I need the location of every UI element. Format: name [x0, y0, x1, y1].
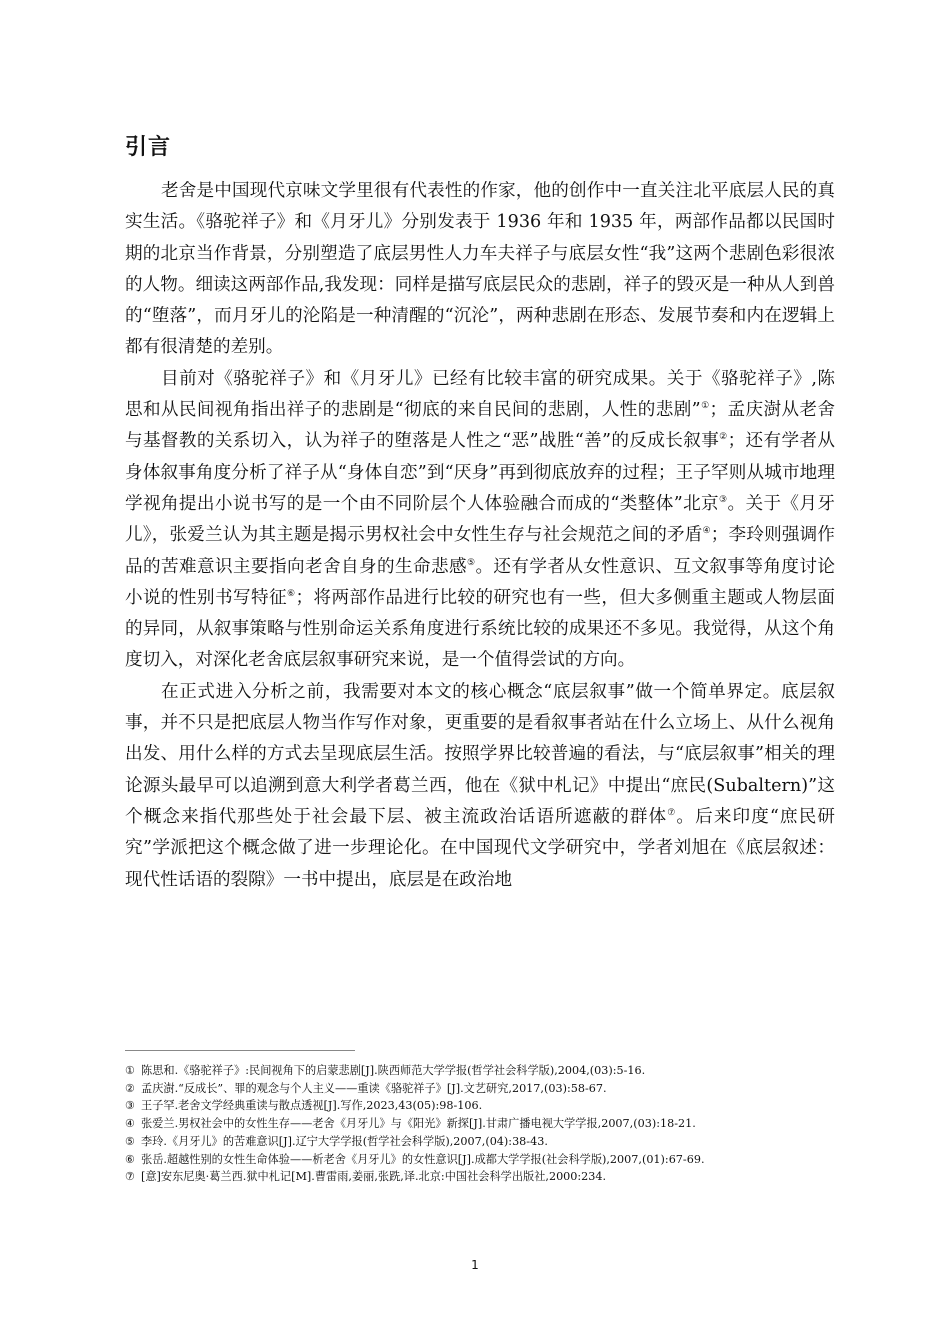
paragraph-text: 。还有学者从女性意识、互文叙事等角度讨论小说的性别书写特征 [125, 556, 835, 608]
paragraph-3 [125, 677, 835, 896]
footnote-text: 陈思和.《骆驼祥子》:民间视角下的启蒙悲剧[J].陕西师范大学学报(哲学社会科学版),2004,(03):5-16. [141, 1064, 646, 1077]
footnote-mark: ① [125, 1064, 136, 1077]
paragraph-text: ；还有学者从身体叙事角度分析了祥子从“身体自恋”到“厌身”再到彻底放弃的过程；王子罕则从城市地理学视角提出小说书写的是一个由不同阶层个人体验融合而成的“类整体”北京 [125, 431, 835, 514]
footnote-mark: ④ [125, 1117, 136, 1131]
footnote-mark: ⑥ [125, 1152, 136, 1166]
footnote-ref[interactable]: ⑥ [286, 588, 296, 599]
footnote-item [125, 1080, 835, 1098]
paragraph-text: ；李玲则强调作品的苦难意识主要指向老舍自身的生命悲感 [125, 525, 835, 577]
footnote-ref[interactable]: ② [719, 432, 728, 443]
footnote-ref[interactable]: ⑤ [466, 557, 476, 568]
footnote-divider [125, 1050, 355, 1051]
footnote-mark: ③ [125, 1099, 136, 1113]
footnote-ref[interactable]: ③ [719, 494, 728, 505]
footnote-text: 王子罕.老舍文学经典重读与散点透视[J].写作,2023,43(05):98-106. [141, 1099, 483, 1113]
footnote-item [125, 1115, 835, 1133]
footnote-item [125, 1062, 835, 1080]
footnote-text: [意]安东尼奥·葛兰西.狱中札记[M].曹雷雨,姜丽,张跣,译.北京:中国社会科学出版社,2000:234. [141, 1170, 607, 1184]
footnote-item [125, 1168, 835, 1186]
paragraph-text: 。关于《月牙儿》，张爱兰认为其主题是揭示男权社会中女性生存与社会规范之间的矛盾 [125, 493, 835, 546]
page-number: 1 [471, 1258, 479, 1272]
footnote-ref[interactable]: ⑦ [667, 807, 677, 818]
paragraph-1 [125, 176, 835, 364]
paragraph-text: 在正式进入分析之前，我需要对本文的核心概念“底层叙事”做一个简单界定。底层叙事，并不只是把底层人物当作写作对象，更重要的是看叙事者站在什么立场上、从什么视角出发、用什么样的方式去呈现底层生活。按照学界比较普遍的看法，与“底层叙事”相关的理论源头最早可以追溯到意大利学者葛兰西，他在《狱中札记》中提出“庶民(Subaltern)”这个概念来指代那些处于社会最下层、被主流政治话语所遮蔽的群体 [125, 681, 835, 827]
footnote-mark: ② [125, 1081, 136, 1095]
footnote-item [125, 1133, 835, 1151]
paragraph-2 [125, 364, 835, 677]
paragraph-text: 老舍是中国现代京味文学里很有代表性的作家，他的创作中一直关注北平底层人民的真实生活。《骆驼祥子》和《月牙儿》分别发表于 1936 年和 1935 年，两部作品都以民国时期的北京当作背景，分别塑造了底层男性人力车夫祥子与底层女性“我”这两个悲剧色彩很浓的人物。细读这两部作品,我发现：同样是描写底层民众的悲剧，祥子的毁灭是一种从人到兽的“堕落”，而月牙儿的沦陷是一种清醒的“沉沦”，两种悲剧在形态、发展节奏和内在逻辑上都有很清楚的差别。 [125, 181, 835, 358]
footnote-mark: ⑦ [125, 1170, 136, 1184]
footnotes [125, 1062, 835, 1186]
paragraph-text: 。后来印度“庶民研究”学派把这个概念做了进一步理论化。在中国现代文学研究中，学者刘旭在《底层叙述：现代性话语的裂隙》一书中提出，底层是在政治地 [125, 806, 835, 890]
footnote-ref[interactable]: ① [700, 401, 710, 412]
footnote-text: 孟庆澍.“反成长”、罪的观念与个人主义——重读《骆驼祥子》[J].文艺研究,2017,(03):58-67. [141, 1081, 607, 1095]
paragraph-text: 目前对《骆驼祥子》和《月牙儿》已经有比较丰富的研究成果。关于《骆驼祥子》,陈思和从民间视角指出祥子的悲剧是“彻底的来自民间的悲剧，人性的悲剧” [125, 368, 835, 421]
footnote-ref[interactable]: ④ [702, 526, 711, 537]
footnote-item [125, 1097, 835, 1115]
footnote-text: 张岳.超越性别的女性生命体验——析老舍《月牙儿》的女性意识[J].成都大学学报(社会科学版),2007,(01):67-69. [141, 1152, 705, 1166]
body-text [125, 176, 835, 896]
footnote-text: 李玲.《月牙儿》的苦难意识[J].辽宁大学学报(哲学社会科学版),2007,(04):38-43. [141, 1134, 548, 1148]
paragraph-text: ；将两部作品进行比较的研究也有一些，但大多侧重主题或人物层面的异同，从叙事策略与性别命运关系角度进行系统比较的成果还不多见。我觉得，从这个角度切入，对深化老舍底层叙事研究来说，是一个值得尝试的方向。 [125, 587, 835, 671]
paragraph-text: ；孟庆澍从老舍与基督教的关系切入，认为祥子的堕落是人性之“恶”战胜“善”的反成长叙事 [125, 400, 835, 452]
section-heading: 引言 [125, 135, 172, 160]
footnote-text: 张爱兰.男权社会中的女性生存——老舍《月牙儿》与《阳光》新探[J].甘肃广播电视大学学报,2007,(03):18-21. [141, 1117, 696, 1131]
footnote-item [125, 1151, 835, 1169]
footnote-mark: ⑤ [125, 1134, 136, 1148]
